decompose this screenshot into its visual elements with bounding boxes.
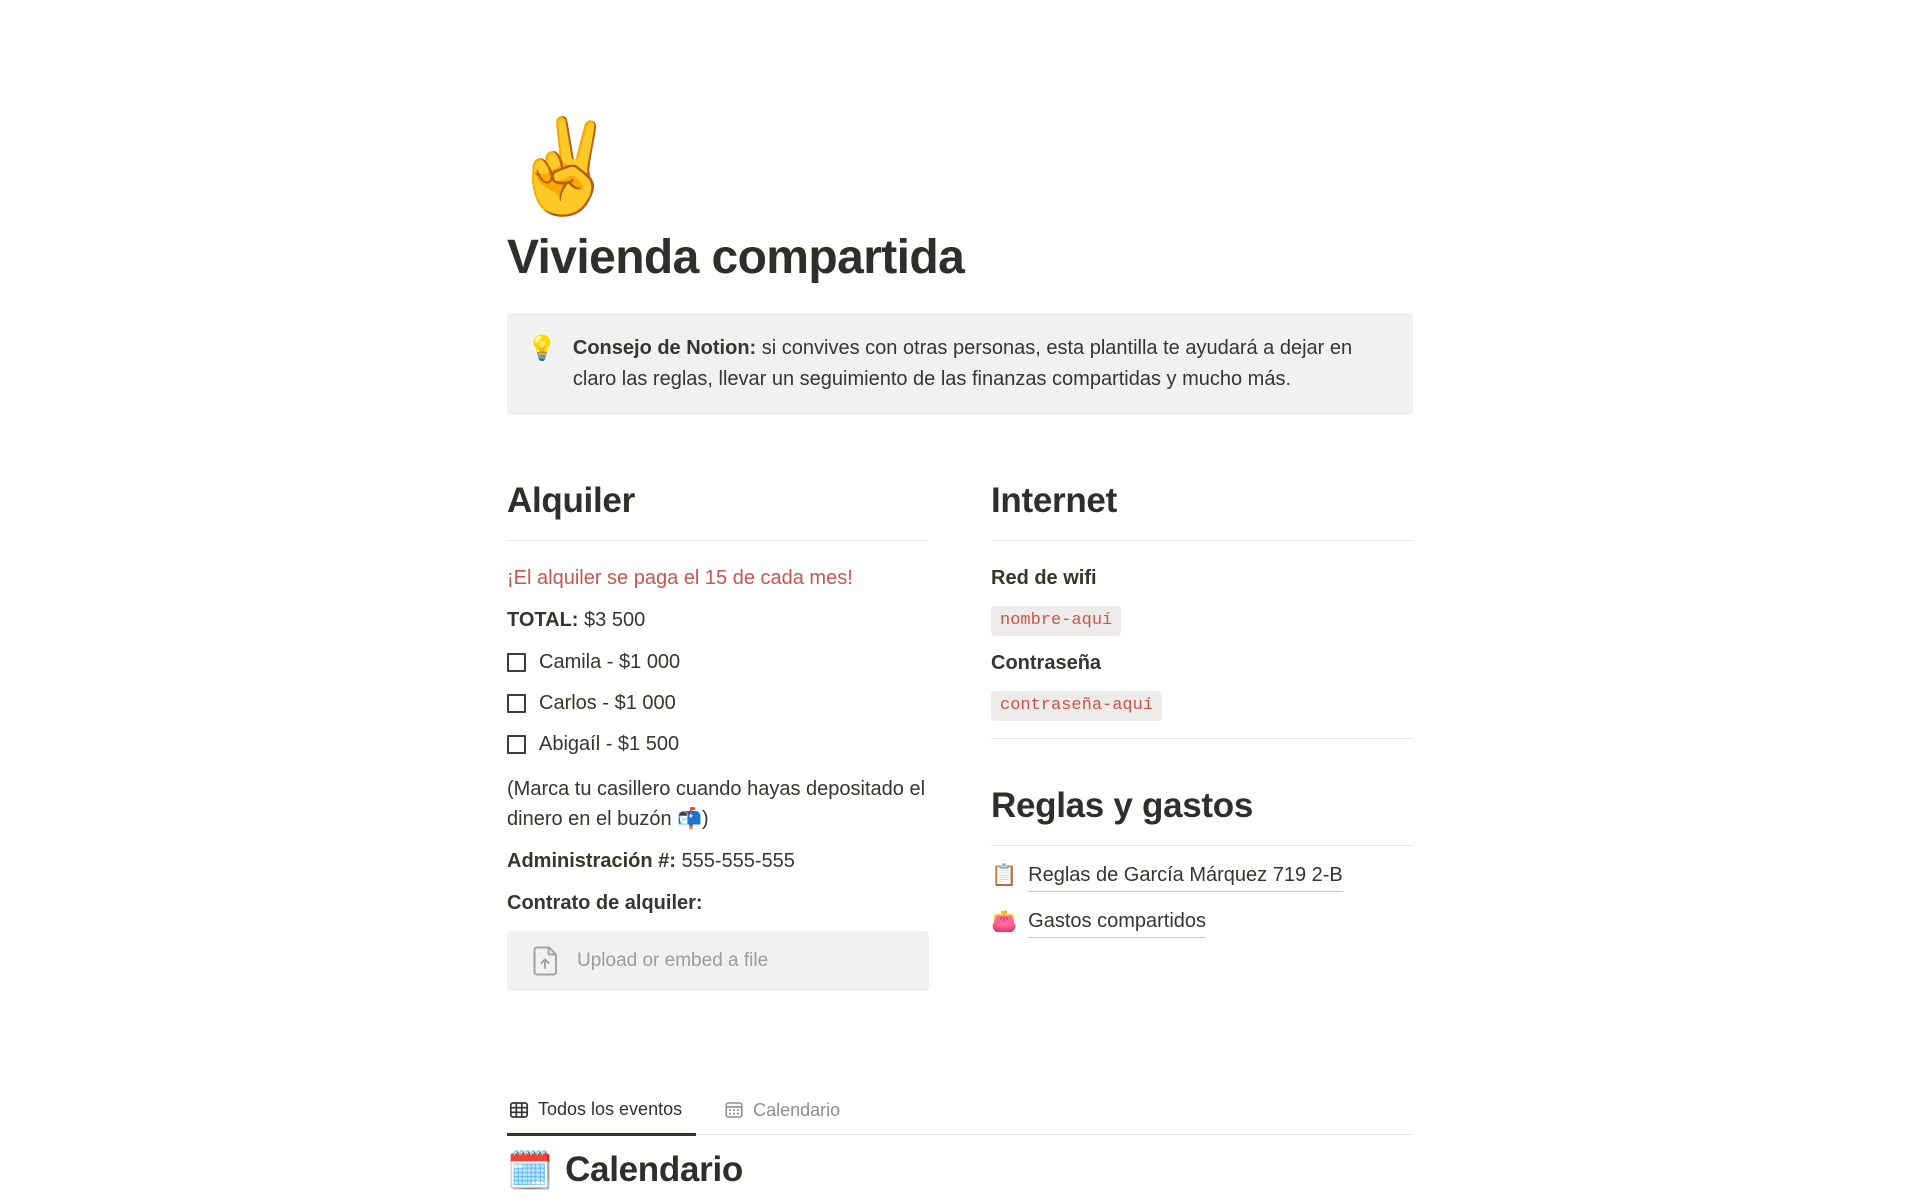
checkbox-camila[interactable] [507,653,526,672]
checkbox-carlos[interactable] [507,694,526,713]
clipboard-icon: 📋 [991,864,1018,888]
checkbox-abigail[interactable] [507,735,526,754]
password-label: Contraseña [991,652,1102,675]
password-code: contraseña-aquí [991,691,1162,721]
tab-todos-los-eventos[interactable] [507,1099,696,1136]
mailbox-note: (Marca tu casillero cuando hayas depositado el dinero en el buzón 📬) [507,778,926,831]
page-link-label: Gastos compartidos [1028,906,1206,938]
calendar-icon [724,1100,744,1120]
file-upload-dropzone[interactable] [507,931,929,991]
page-link-gastos[interactable] [991,906,1413,938]
rent-total-value: $3 500 [578,609,646,632]
notion-page [507,0,1413,1190]
divider [991,540,1413,541]
column-alquiler [507,481,929,991]
tab-label: Todos los eventos [538,1099,683,1120]
purse-icon: 👛 [991,910,1018,934]
divider [507,540,929,541]
internet-heading: Internet [991,481,1117,521]
admin-number [507,846,929,876]
lightbulb-icon: 💡 [527,335,557,363]
rent-total [507,605,929,635]
rent-due-notice: ¡El alquiler se paga el 15 de cada mes! [507,567,853,590]
todo-abigail [507,730,929,758]
page-icon-emoji[interactable]: ✌️ [507,116,622,218]
page-title: Vivienda compartida [507,231,965,285]
todo-camila [507,648,929,676]
table-icon [509,1100,529,1120]
todo-label: Camila - $1 000 [539,651,681,674]
contract-label: Contrato de alquiler: [507,892,703,915]
two-column-layout [507,481,1413,991]
wifi-name-code: nombre-aquí [991,606,1121,636]
rent-total-label: TOTAL: [507,609,579,632]
tab-label: Calendario [753,1099,841,1120]
calendar-heading-text: Calendario [565,1150,743,1190]
reglas-heading: Reglas y gastos [991,786,1253,826]
wifi-label: Red de wifi [991,567,1097,590]
callout-lead: Consejo de Notion: [572,337,757,360]
admin-number-label: Administración #: [507,850,676,873]
todo-carlos [507,689,929,717]
database-view-tabs [507,1099,1413,1135]
divider [991,845,1413,846]
callout-text [573,333,1391,395]
page-link-reglas[interactable] [991,860,1413,892]
divider [991,738,1413,739]
spiral-calendar-icon: 🗓️ [507,1149,554,1191]
callout-body: si convives con otras personas, esta plantilla te ayudará a dejar en claro las reglas, llevar un seguimiento de las finanzas compartidas y mucho más. [572,337,1353,391]
page-link-label: Reglas de García Márquez 719 2-B [1028,860,1343,892]
alquiler-heading: Alquiler [507,481,635,521]
todo-label: Carlos - $1 000 [539,692,676,715]
file-upload-icon [532,946,559,976]
upload-placeholder-text: Upload or embed a file [577,950,769,972]
admin-number-value: 555-555-555 [675,850,795,873]
calendar-section-heading [507,1150,1413,1190]
column-internet [991,481,1413,991]
todo-label: Abigaíl - $1 500 [539,733,680,756]
tab-calendario[interactable] [722,1099,846,1134]
notion-tip-callout [507,313,1413,415]
